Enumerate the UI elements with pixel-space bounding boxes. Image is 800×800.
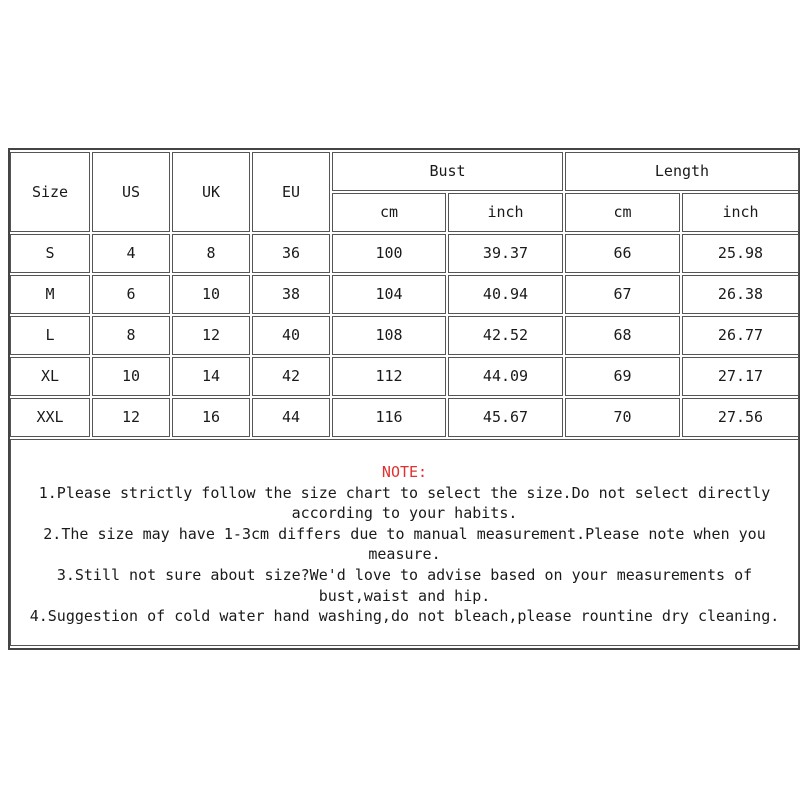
cell-uk: 12 — [172, 316, 250, 355]
cell-length-inch: 26.77 — [682, 316, 799, 355]
notes-title: NOTE: — [381, 463, 428, 481]
header-bust-inch: inch — [448, 193, 563, 232]
cell-bust-cm: 108 — [332, 316, 446, 355]
cell-length-cm: 67 — [565, 275, 680, 314]
note-line: 4.Suggestion of cold water hand washing,do not bleach,please rountine dry cleaning. — [29, 607, 780, 626]
cell-bust-inch: 44.09 — [448, 357, 563, 396]
cell-uk: 10 — [172, 275, 250, 314]
cell-length-inch: 27.17 — [682, 357, 799, 396]
cell-eu: 36 — [252, 234, 330, 273]
header-us: US — [92, 152, 170, 232]
cell-bust-cm: 116 — [332, 398, 446, 437]
header-eu: EU — [252, 152, 330, 232]
cell-length-inch: 26.38 — [682, 275, 799, 314]
note-line: 3.Still not sure about size?We'd love to advise based on your measurements of — [56, 565, 753, 584]
cell-bust-inch: 42.52 — [448, 316, 563, 355]
cell-uk: 16 — [172, 398, 250, 437]
cell-length-inch: 25.98 — [682, 234, 799, 273]
note-line: according to your habits. — [291, 504, 518, 523]
cell-us: 12 — [92, 398, 170, 437]
cell-size: L — [10, 316, 90, 355]
cell-bust-cm: 100 — [332, 234, 446, 273]
cell-size: M — [10, 275, 90, 314]
cell-bust-inch: 39.37 — [448, 234, 563, 273]
header-length: Length — [565, 152, 799, 191]
cell-eu: 40 — [252, 316, 330, 355]
cell-length-cm: 68 — [565, 316, 680, 355]
cell-length-cm: 66 — [565, 234, 680, 273]
cell-uk: 8 — [172, 234, 250, 273]
cell-us: 10 — [92, 357, 170, 396]
header-bust: Bust — [332, 152, 563, 191]
cell-bust-inch: 40.94 — [448, 275, 563, 314]
cell-eu: 42 — [252, 357, 330, 396]
cell-eu: 38 — [252, 275, 330, 314]
header-length-cm: cm — [565, 193, 680, 232]
cell-bust-cm: 112 — [332, 357, 446, 396]
note-line: bust,waist and hip. — [318, 586, 491, 605]
header-uk: UK — [172, 152, 250, 232]
header-size: Size — [10, 152, 90, 232]
header-bust-cm: cm — [332, 193, 446, 232]
cell-us: 4 — [92, 234, 170, 273]
header-length-inch: inch — [682, 193, 799, 232]
cell-bust-cm: 104 — [332, 275, 446, 314]
cell-length-cm: 69 — [565, 357, 680, 396]
cell-length-cm: 70 — [565, 398, 680, 437]
cell-size: XL — [10, 357, 90, 396]
note-line: 1.Please strictly follow the size chart to select the size.Do not select directly — [38, 483, 771, 502]
cell-length-inch: 27.56 — [682, 398, 799, 437]
note-line: 2.The size may have 1-3cm differs due to manual measurement.Please note when you — [43, 524, 766, 543]
note-line: measure. — [368, 545, 441, 564]
cell-bust-inch: 45.67 — [448, 398, 563, 437]
cell-uk: 14 — [172, 357, 250, 396]
cell-size: S — [10, 234, 90, 273]
size-chart-table — [8, 148, 800, 650]
notes-section — [10, 439, 799, 646]
cell-us: 8 — [92, 316, 170, 355]
cell-size: XXL — [10, 398, 90, 437]
cell-us: 6 — [92, 275, 170, 314]
cell-eu: 44 — [252, 398, 330, 437]
